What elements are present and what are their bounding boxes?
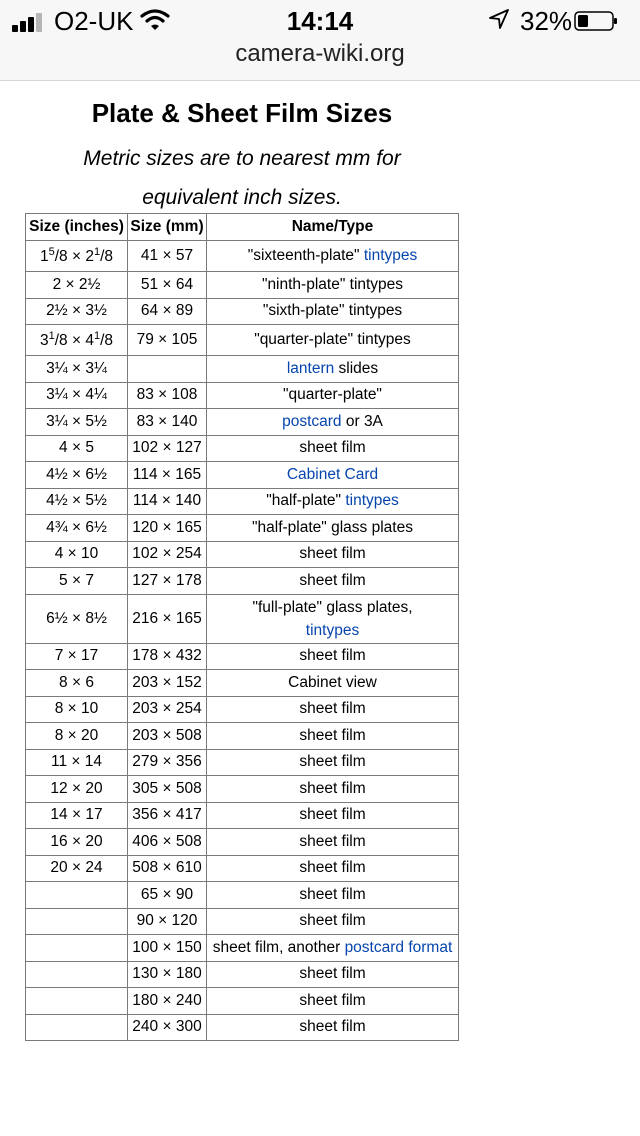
cell-size-inches [26,961,128,988]
fraction-part: 1 [93,245,101,258]
wiki-link[interactable]: tintypes [305,621,360,639]
table-row [26,776,459,803]
cell-size-mm: 51 × 64 [128,272,207,299]
cell-size-mm: 203 × 152 [128,670,207,697]
cell-text: sheet film [299,1018,366,1036]
table-row [26,723,459,750]
status-bar [0,6,640,36]
wiki-link[interactable]: Cabinet Card [286,465,379,483]
cell-size-mm: 305 × 508 [128,776,207,803]
wiki-link[interactable]: tintypes [345,492,399,510]
cell-size-mm: 120 × 165 [128,515,207,542]
cell-name-type [207,988,459,1015]
cell-size-inches: 4½ × 5½ [26,488,128,515]
cell-size-inches: 7 × 17 [26,643,128,670]
table-row [26,670,459,697]
cell-name-type [207,776,459,803]
table-row [26,241,459,272]
table-row [26,802,459,829]
cell-text: sheet film [299,885,366,903]
cell-size-mm: 83 × 140 [128,409,207,436]
wiki-link[interactable]: postcard [282,412,342,430]
cell-name-type [207,723,459,750]
cell-name-type [207,272,459,299]
cell-text: sheet film [299,991,366,1009]
cell-text: sheet film [299,726,366,744]
cell-text: "full-plate" glass plates, [252,598,413,616]
cell-text: sheet film [299,779,366,797]
cell-name-type [207,409,459,436]
cell-size-mm: 130 × 180 [128,961,207,988]
cell-size-mm: 127 × 178 [128,568,207,595]
cell-size-inches: 4 × 5 [26,435,128,462]
subtitle-line-1: Metric sizes are to nearest mm for [83,147,401,170]
cell-text: sheet film [299,912,366,930]
fraction-part: 1 [39,248,49,266]
battery-percent: 32% [520,6,573,36]
cell-name-type [207,241,459,272]
cell-size-inches: 12 × 20 [26,776,128,803]
cell-text: "sixteenth-plate" [247,247,364,264]
fraction-part: 2 [85,248,94,266]
cell-size-mm: 90 × 120 [128,908,207,935]
cell-size-inches: 11 × 14 [26,749,128,776]
cell-text: "half-plate" glass plates [252,518,413,536]
cell-size-mm: 79 × 105 [128,325,207,356]
cell-text: sheet film [299,832,366,850]
cell-size-inches: $1^5/8 \times 2^1/8$ [26,241,128,272]
cell-text: sheet film [299,700,366,718]
cell-size-inches [26,882,128,909]
table-row [26,568,459,595]
cell-size-mm: 356 × 417 [128,802,207,829]
cell-size-mm: 508 × 610 [128,855,207,882]
cell-text: slides [334,359,379,377]
table-row [26,908,459,935]
cell-size-mm: 240 × 300 [128,1014,207,1041]
table-row [26,325,459,356]
cell-size-mm: 64 × 89 [128,298,207,325]
cell-size-inches: 3¼ × 3¼ [26,356,128,383]
cell-name-type [207,829,459,856]
table-row [26,409,459,436]
cell-size-mm: 203 × 508 [128,723,207,750]
cell-size-mm: 114 × 165 [128,462,207,489]
cell-size-inches: 8 × 20 [26,723,128,750]
cell-size-mm: 100 × 150 [128,935,207,962]
cell-size-inches [26,988,128,1015]
cell-text: "quarter-plate" [283,386,382,404]
cell-text: "ninth-plate" tintypes [261,275,404,293]
table-row [26,298,459,325]
header-name-type: Name/Type [207,214,459,241]
cell-size-inches: 5 × 7 [26,568,128,595]
cell-size-inches: 3¼ × 5½ [26,409,128,436]
cell-size-inches: 2 × 2½ [26,272,128,299]
cell-name-type [207,643,459,670]
header-size-inches: Size (inches) [26,214,128,241]
cell-size-inches [26,1014,128,1041]
cell-text: sheet film [299,439,366,457]
table-row [26,272,459,299]
cell-name-type [207,325,459,356]
cell-size-mm: 102 × 127 [128,435,207,462]
table-row [26,855,459,882]
fraction-part: 1 [93,329,101,342]
cell-name-type [207,515,459,542]
fraction-part: 4 [85,332,94,350]
table-row [26,696,459,723]
cell-name-type [207,749,459,776]
fraction-part: 1 [48,329,55,342]
table-row [26,515,459,542]
cell-name-type [207,298,459,325]
cell-name-type [207,382,459,409]
cell-size-inches: 4½ × 6½ [26,462,128,489]
cell-size-mm: 102 × 254 [128,541,207,568]
cell-size-inches: 4 × 10 [26,541,128,568]
cell-name-type [207,855,459,882]
cell-text: sheet film [299,806,366,824]
cell-size-inches: 8 × 10 [26,696,128,723]
cell-size-inches: 20 × 24 [26,855,128,882]
cell-name-type [207,961,459,988]
cell-name-type [207,670,459,697]
fraction-part: 8 [59,332,68,350]
fraction-part: 8 [104,332,114,350]
cell-text: or 3A [341,412,383,430]
table-row [26,935,459,962]
cell-text: "half-plate" [266,492,346,510]
cell-text: sheet film [299,647,366,665]
cell-name-type [207,488,459,515]
cell-name-type [207,1014,459,1041]
cell-size-inches [26,935,128,962]
cell-size-inches: 3¼ × 4¼ [26,382,128,409]
cell-text: sheet film [299,859,366,877]
cell-size-mm: 279 × 356 [128,749,207,776]
table-row [26,435,459,462]
cell-text: sheet film [299,753,366,771]
fraction-part: 8 [59,248,68,266]
cell-name-type [207,568,459,595]
location-arrow-icon [488,8,510,30]
browser-top-bar [0,0,640,81]
page-title: Plate & Sheet Film Sizes [91,98,393,128]
cell-text: sheet film [299,965,366,983]
film-sizes-table [25,213,459,1041]
cell-size-mm: 406 × 508 [128,829,207,856]
table-row [26,643,459,670]
address-bar-url[interactable]: camera-wiki.org [235,40,405,67]
cell-size-mm [128,356,207,383]
cell-size-mm: 203 × 254 [128,696,207,723]
cell-size-mm: 180 × 240 [128,988,207,1015]
cell-name-type [207,594,459,643]
cell-size-mm: 178 × 432 [128,643,207,670]
cell-text: Cabinet view [288,673,377,691]
cell-size-mm: 114 × 140 [128,488,207,515]
fraction-part: 5 [48,245,55,258]
header-size-mm: Size (mm) [128,214,207,241]
cell-name-type [207,696,459,723]
table-row [26,356,459,383]
carrier-name: O2-UK [54,6,134,36]
table-row [26,462,459,489]
cell-name-type [207,935,459,962]
cell-size-inches: 2½ × 3½ [26,298,128,325]
cell-size-inches: $3^1/8 \times 4^1/8$ [26,325,128,356]
cell-text: "sixth-plate" tintypes [262,302,403,320]
cell-text: "quarter-plate" tintypes [254,331,411,348]
cell-size-mm: 216 × 165 [128,594,207,643]
fraction-part: 3 [39,332,49,350]
cell-name-type [207,435,459,462]
cell-name-type [207,356,459,383]
battery-icon [574,11,618,31]
cell-text: sheet film, another [212,938,345,956]
cell-size-mm: 65 × 90 [128,882,207,909]
table-row [26,829,459,856]
table-row [26,749,459,776]
wiki-link[interactable]: postcard format [344,938,453,956]
cell-name-type [207,541,459,568]
cell-size-mm: 83 × 108 [128,382,207,409]
table-row [26,988,459,1015]
cell-name-type [207,802,459,829]
table-row [26,882,459,909]
cell-size-inches: 8 × 6 [26,670,128,697]
cell-text: sheet film [299,545,366,563]
cell-name-type [207,908,459,935]
cell-size-mm: 41 × 57 [128,241,207,272]
table-row [26,488,459,515]
cell-size-inches: 6½ × 8½ [26,594,128,643]
cell-name-type [207,882,459,909]
table-row [26,961,459,988]
fraction-part: 8 [104,248,114,266]
table-row [26,1014,459,1041]
table-row [26,382,459,409]
cell-size-inches: 16 × 20 [26,829,128,856]
page-subtitle [26,139,458,217]
subtitle-line-2: equivalent inch sizes. [142,186,342,209]
table-row [26,541,459,568]
cell-text: sheet film [299,571,366,589]
clock: 14:14 [286,6,354,36]
wiki-link[interactable]: tintypes [363,247,418,264]
cell-size-inches [26,908,128,935]
cell-size-inches: 4¾ × 6½ [26,515,128,542]
table-header-row [26,214,459,241]
cell-name-type [207,462,459,489]
cell-size-inches: 14 × 17 [26,802,128,829]
wiki-link[interactable]: lantern [286,359,335,377]
table-row [26,594,459,643]
